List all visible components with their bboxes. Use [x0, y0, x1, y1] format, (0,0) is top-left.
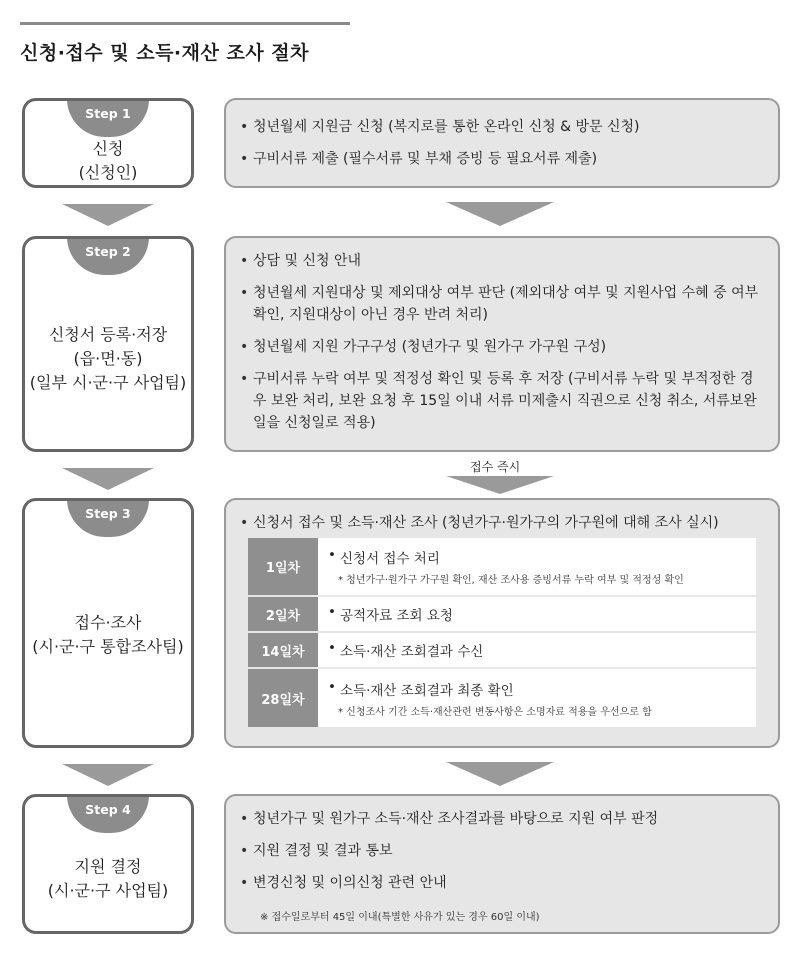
schedule-text: • 신청서 접수 처리	[328, 547, 746, 567]
step-4-box	[22, 794, 194, 934]
step-4-line-1: 지원 결정	[74, 857, 142, 876]
step-2-tab	[67, 237, 149, 275]
page-title: 신청·접수 및 소득·재산 조사 절차	[20, 42, 309, 64]
schedule-desc	[318, 668, 756, 728]
schedule-desc	[318, 632, 756, 668]
schedule-text: • 소득·재산 조회결과 최종 확인	[328, 679, 746, 699]
step-1-bullets	[240, 116, 764, 180]
schedule-text: • 소득·재산 조회결과 수신	[328, 640, 746, 660]
step-1-box	[22, 98, 194, 188]
schedule-row	[248, 668, 756, 728]
step-4-bullets	[240, 808, 764, 904]
step-3-line-1: 접수·조사	[74, 613, 142, 632]
step-4-label	[25, 855, 191, 903]
step-1-line-1: 신청	[92, 139, 124, 158]
step-3-box	[22, 498, 194, 748]
step-3-line-2: (시·군·구 통합조사팀)	[32, 637, 184, 656]
schedule-day: 14일차	[248, 632, 318, 668]
step-3-tab	[67, 499, 149, 537]
step-2-tab-label: Step 2	[85, 244, 131, 259]
down-arrow-icon	[62, 764, 154, 786]
schedule-desc	[318, 596, 756, 632]
schedule-row	[248, 538, 756, 596]
step-1-detail-panel	[224, 98, 780, 188]
arrow-label-immediate: 접수 즉시	[470, 460, 521, 474]
step-3-intro: • 신청서 접수 및 소득·재산 조사 (청년가구·원가구의 가구원에 대해 조사 실시)	[240, 512, 764, 534]
schedule-row	[248, 632, 756, 668]
step-3-tab-label: Step 3	[85, 506, 131, 521]
step-1-bullet: • 청년월세 지원금 신청 (복지로를 통한 온라인 신청 & 방문 신청)	[240, 116, 764, 138]
step-3-schedule-table	[248, 538, 756, 729]
step-1-tab	[67, 99, 149, 137]
step-2-line-3: (일부 시·군·구 사업팀)	[29, 373, 187, 392]
schedule-text: • 공적자료 조회 요청	[328, 604, 746, 624]
schedule-row	[248, 596, 756, 632]
down-arrow-icon	[446, 476, 554, 494]
schedule-day: 28일차	[248, 668, 318, 728]
schedule-note: * 청년가구·원가구 가구원 확인, 재산 조사용 증빙서류 누락 여부 및 적정성 확인	[338, 575, 684, 586]
title-rule	[20, 22, 350, 25]
step-1-bullet: • 구비서류 제출 (필수서류 및 부채 증빙 등 필요서류 제출)	[240, 148, 764, 170]
schedule-desc	[318, 538, 756, 596]
schedule-day: 1일차	[248, 538, 318, 596]
step-4-detail-panel	[224, 794, 780, 934]
step-2-line-1: 신청서 등록·저장	[48, 325, 168, 344]
step-4-bullet: • 지원 결정 및 결과 통보	[240, 840, 764, 862]
step-4-tab-label: Step 4	[85, 802, 131, 817]
schedule-note: * 신청조사 기간 소득·재산관련 변동사항은 소명자료 적용을 우선으로 함	[338, 706, 652, 718]
step-2-bullets	[240, 250, 764, 444]
schedule-day: 2일차	[248, 596, 318, 632]
step-4-bullet: • 청년가구 및 원가구 소득·재산 조사결과를 바탕으로 지원 여부 판정	[240, 808, 764, 830]
step-3-label	[25, 611, 191, 659]
step-2-box	[22, 236, 194, 452]
step-2-bullet: • 청년월세 지원 가구구성 (청년가구 및 원가구 가구원 구성)	[240, 336, 764, 358]
step-1-line-2: (신청인)	[78, 163, 138, 182]
step-2-detail-panel	[224, 236, 780, 452]
step-4-line-2: (시·군·구 사업팀)	[47, 881, 169, 900]
down-arrow-icon	[446, 202, 554, 226]
step-4-note: ※ 접수일로부터 45일 이내(특별한 사유가 있는 경우 60일 이내)	[260, 912, 540, 923]
down-arrow-icon	[446, 762, 554, 786]
step-1-label	[25, 137, 191, 185]
step-4-bullet: • 변경신청 및 이의신청 관련 안내	[240, 872, 764, 894]
down-arrow-icon	[62, 204, 154, 226]
step-2-bullet: • 청년월세 지원대상 및 제외대상 여부 판단 (제외대상 여부 및 지원사업 수혜 중 여부 확인, 지원대상이 아닌 경우 반려 처리)	[240, 282, 764, 326]
step-4-tab	[67, 795, 149, 833]
step-2-bullet: • 상담 및 신청 안내	[240, 250, 764, 272]
step-2-label	[25, 323, 191, 395]
step-1-tab-label: Step 1	[85, 106, 131, 121]
step-2-bullet: • 구비서류 누락 여부 및 적정성 확인 및 등록 후 저장 (구비서류 누락 및 부적정한 경우 보완 처리, 보완 요청 후 15일 이내 서류 미제출시 직권으로 신청 취소, 서류보완일을 신청일로 적용)	[240, 368, 764, 434]
down-arrow-icon	[62, 468, 154, 490]
step-2-line-2: (읍·면·동)	[73, 349, 143, 368]
